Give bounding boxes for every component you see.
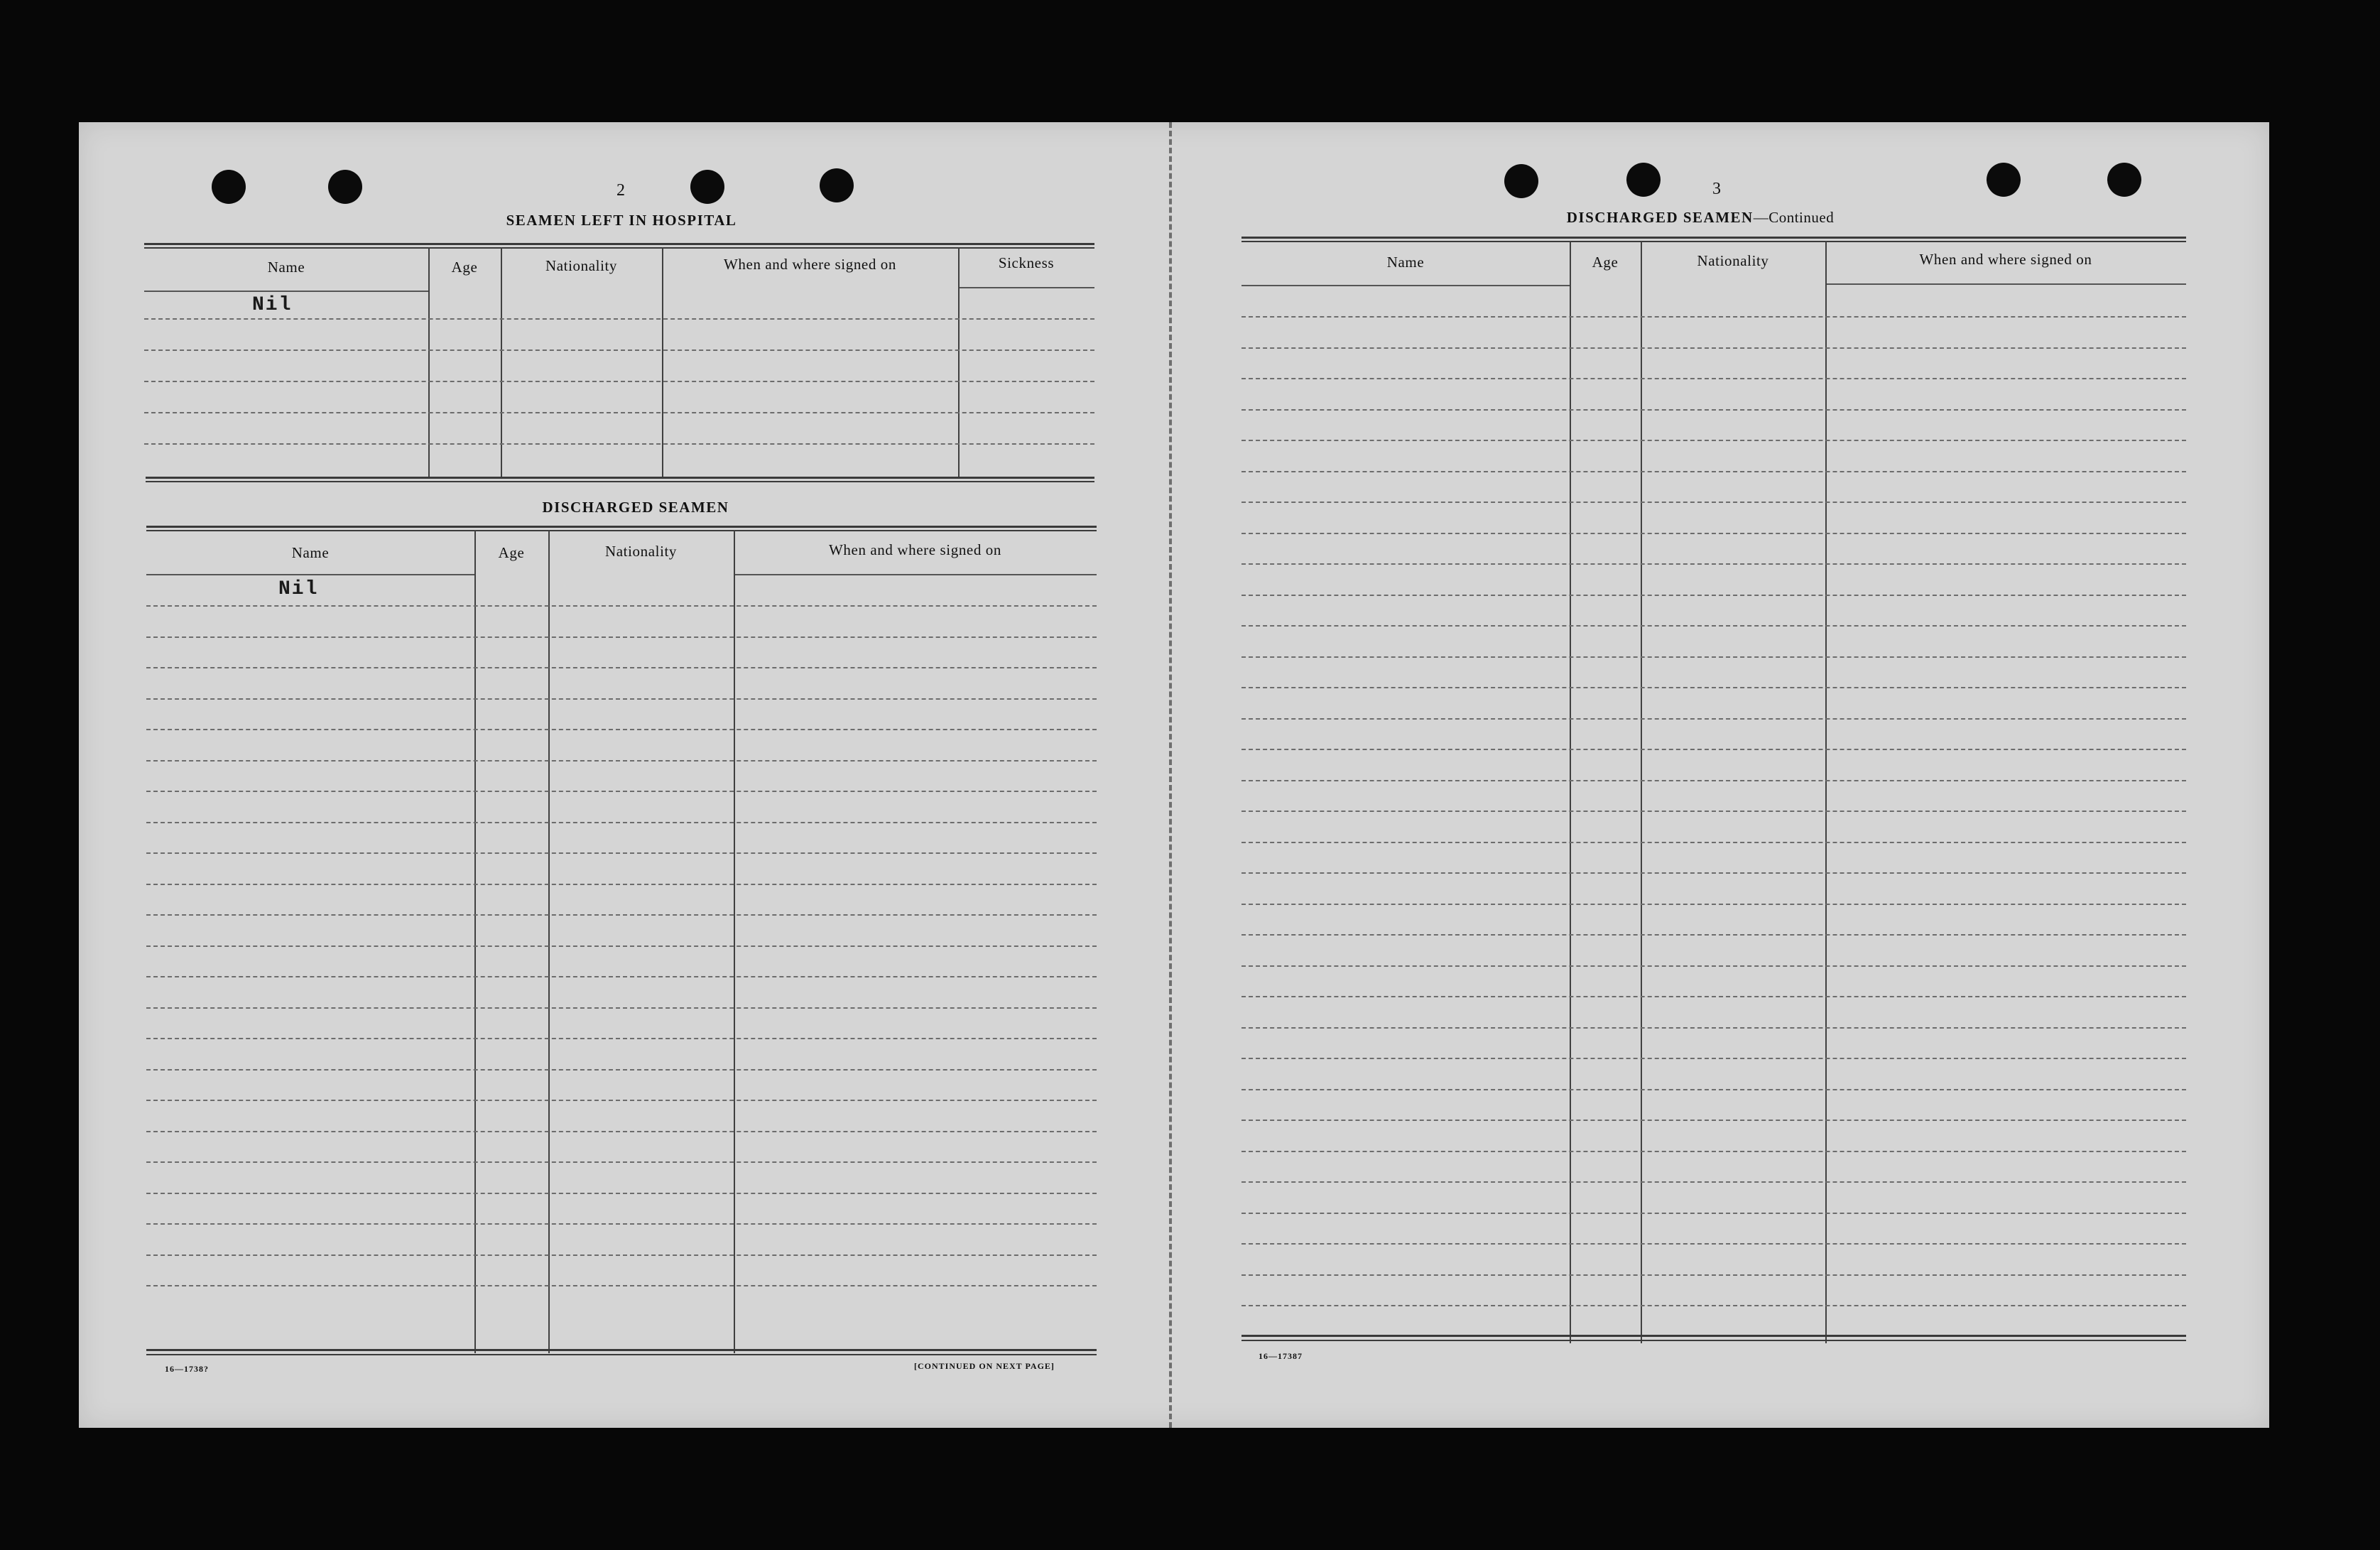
row-rule — [1241, 595, 2186, 596]
row-rule — [146, 1038, 1097, 1039]
hospital-section-title: SEAMEN LEFT IN HOSPITAL — [506, 212, 737, 229]
table-bottom-rule — [146, 1349, 1097, 1351]
row-rule — [1241, 625, 2186, 627]
row-rule — [1241, 1305, 2186, 1306]
row-rule — [146, 1223, 1097, 1225]
row-rule — [1241, 1243, 2186, 1245]
title-main: DISCHARGED SEAMEN — [1566, 209, 1754, 226]
form-number-left: 16—1738? — [165, 1364, 209, 1374]
row-rule — [146, 1193, 1097, 1194]
row-rule — [146, 729, 1097, 730]
row-rule — [146, 822, 1097, 823]
row-rule — [146, 760, 1097, 762]
col-header-signed-on: When and where signed on — [1919, 251, 2092, 268]
row-rule — [146, 852, 1097, 854]
row-rule — [1241, 563, 2186, 565]
row-rule — [1241, 965, 2186, 967]
row-rule — [1241, 347, 2186, 349]
discharged-continued-title — [1466, 209, 1935, 227]
row-rule — [1241, 471, 2186, 472]
section-divider — [146, 481, 1094, 482]
punch-hole — [690, 170, 724, 204]
row-rule — [1241, 1027, 2186, 1029]
table-bottom-rule — [1241, 1335, 2186, 1337]
table-cell-name: Nil — [278, 578, 319, 600]
col-header-nationality: Nationality — [604, 543, 678, 560]
form-number-right: 16—17387 — [1259, 1351, 1303, 1361]
row-rule — [1241, 1274, 2186, 1276]
punch-hole — [820, 168, 854, 202]
col-header-signed-on: When and where signed on — [724, 256, 896, 273]
col-header-name: Name — [1386, 254, 1425, 271]
row-rule — [1241, 718, 2186, 720]
row-rule — [146, 636, 1097, 638]
row-rule — [1241, 378, 2186, 379]
col-header-name: Name — [291, 544, 330, 561]
punch-hole — [1626, 163, 1661, 197]
section-divider — [146, 477, 1094, 479]
col-header-nationality: Nationality — [1697, 252, 1769, 269]
discharged-continued-table — [1241, 237, 2186, 1343]
row-rule — [1241, 1120, 2186, 1121]
col-header-age: Age — [451, 259, 478, 276]
row-rule — [146, 1100, 1097, 1101]
col-header-age: Age — [498, 544, 525, 561]
row-rule — [1241, 1181, 2186, 1183]
row-rule — [1241, 533, 2186, 534]
hospital-table — [144, 243, 1094, 478]
row-rule — [146, 667, 1097, 668]
row-rule — [1241, 1089, 2186, 1090]
row-rule — [146, 698, 1097, 700]
row-rule — [1241, 1213, 2186, 1214]
row-rule — [1241, 1151, 2186, 1152]
row-rule — [146, 945, 1097, 947]
row-rule — [1241, 687, 2186, 688]
row-rule — [146, 791, 1097, 792]
row-rule — [146, 1069, 1097, 1071]
punch-hole — [1504, 164, 1538, 198]
row-rule — [1241, 656, 2186, 658]
row-rule — [146, 1285, 1097, 1286]
table-bottom-rule — [1241, 1340, 2186, 1341]
row-rule — [1241, 872, 2186, 874]
page-number-right: 3 — [1712, 180, 1721, 198]
col-header-nationality: Nationality — [545, 257, 618, 274]
table-bottom-rule — [146, 1354, 1097, 1355]
page-number-left: 2 — [616, 181, 625, 200]
table-cell-name: Nil — [252, 294, 293, 316]
row-rule — [146, 884, 1097, 885]
title-suffix: —Continued — [1753, 209, 1835, 226]
punch-hole — [212, 170, 246, 204]
row-rule — [146, 605, 1097, 607]
col-header-signed-on: When and where signed on — [829, 541, 1001, 558]
punch-hole — [1987, 163, 2021, 197]
row-rule — [1241, 502, 2186, 503]
col-header-sickness: Sickness — [998, 254, 1055, 271]
row-rule — [1241, 842, 2186, 843]
row-rule — [146, 1007, 1097, 1009]
row-rule — [146, 914, 1097, 916]
discharged-section-title: DISCHARGED SEAMEN — [542, 499, 729, 516]
row-rule — [146, 976, 1097, 977]
col-header-name: Name — [267, 259, 305, 276]
row-rule — [1241, 409, 2186, 411]
row-rule — [1241, 780, 2186, 781]
row-rule — [1241, 440, 2186, 441]
discharged-table — [146, 526, 1097, 1353]
row-rule — [146, 1254, 1097, 1256]
row-rule — [1241, 904, 2186, 905]
row-rule — [146, 1131, 1097, 1132]
row-rule — [1241, 996, 2186, 997]
punch-hole — [328, 170, 362, 204]
continued-note: [CONTINUED ON NEXT PAGE] — [914, 1361, 1055, 1371]
row-rule — [1241, 1058, 2186, 1059]
row-rule — [1241, 934, 2186, 936]
row-rule — [1241, 749, 2186, 750]
row-rule — [1241, 811, 2186, 812]
row-rule — [1241, 316, 2186, 318]
row-rule — [146, 1161, 1097, 1163]
center-fold — [1169, 122, 1172, 1428]
col-header-age: Age — [1592, 254, 1619, 271]
punch-hole — [2107, 163, 2141, 197]
